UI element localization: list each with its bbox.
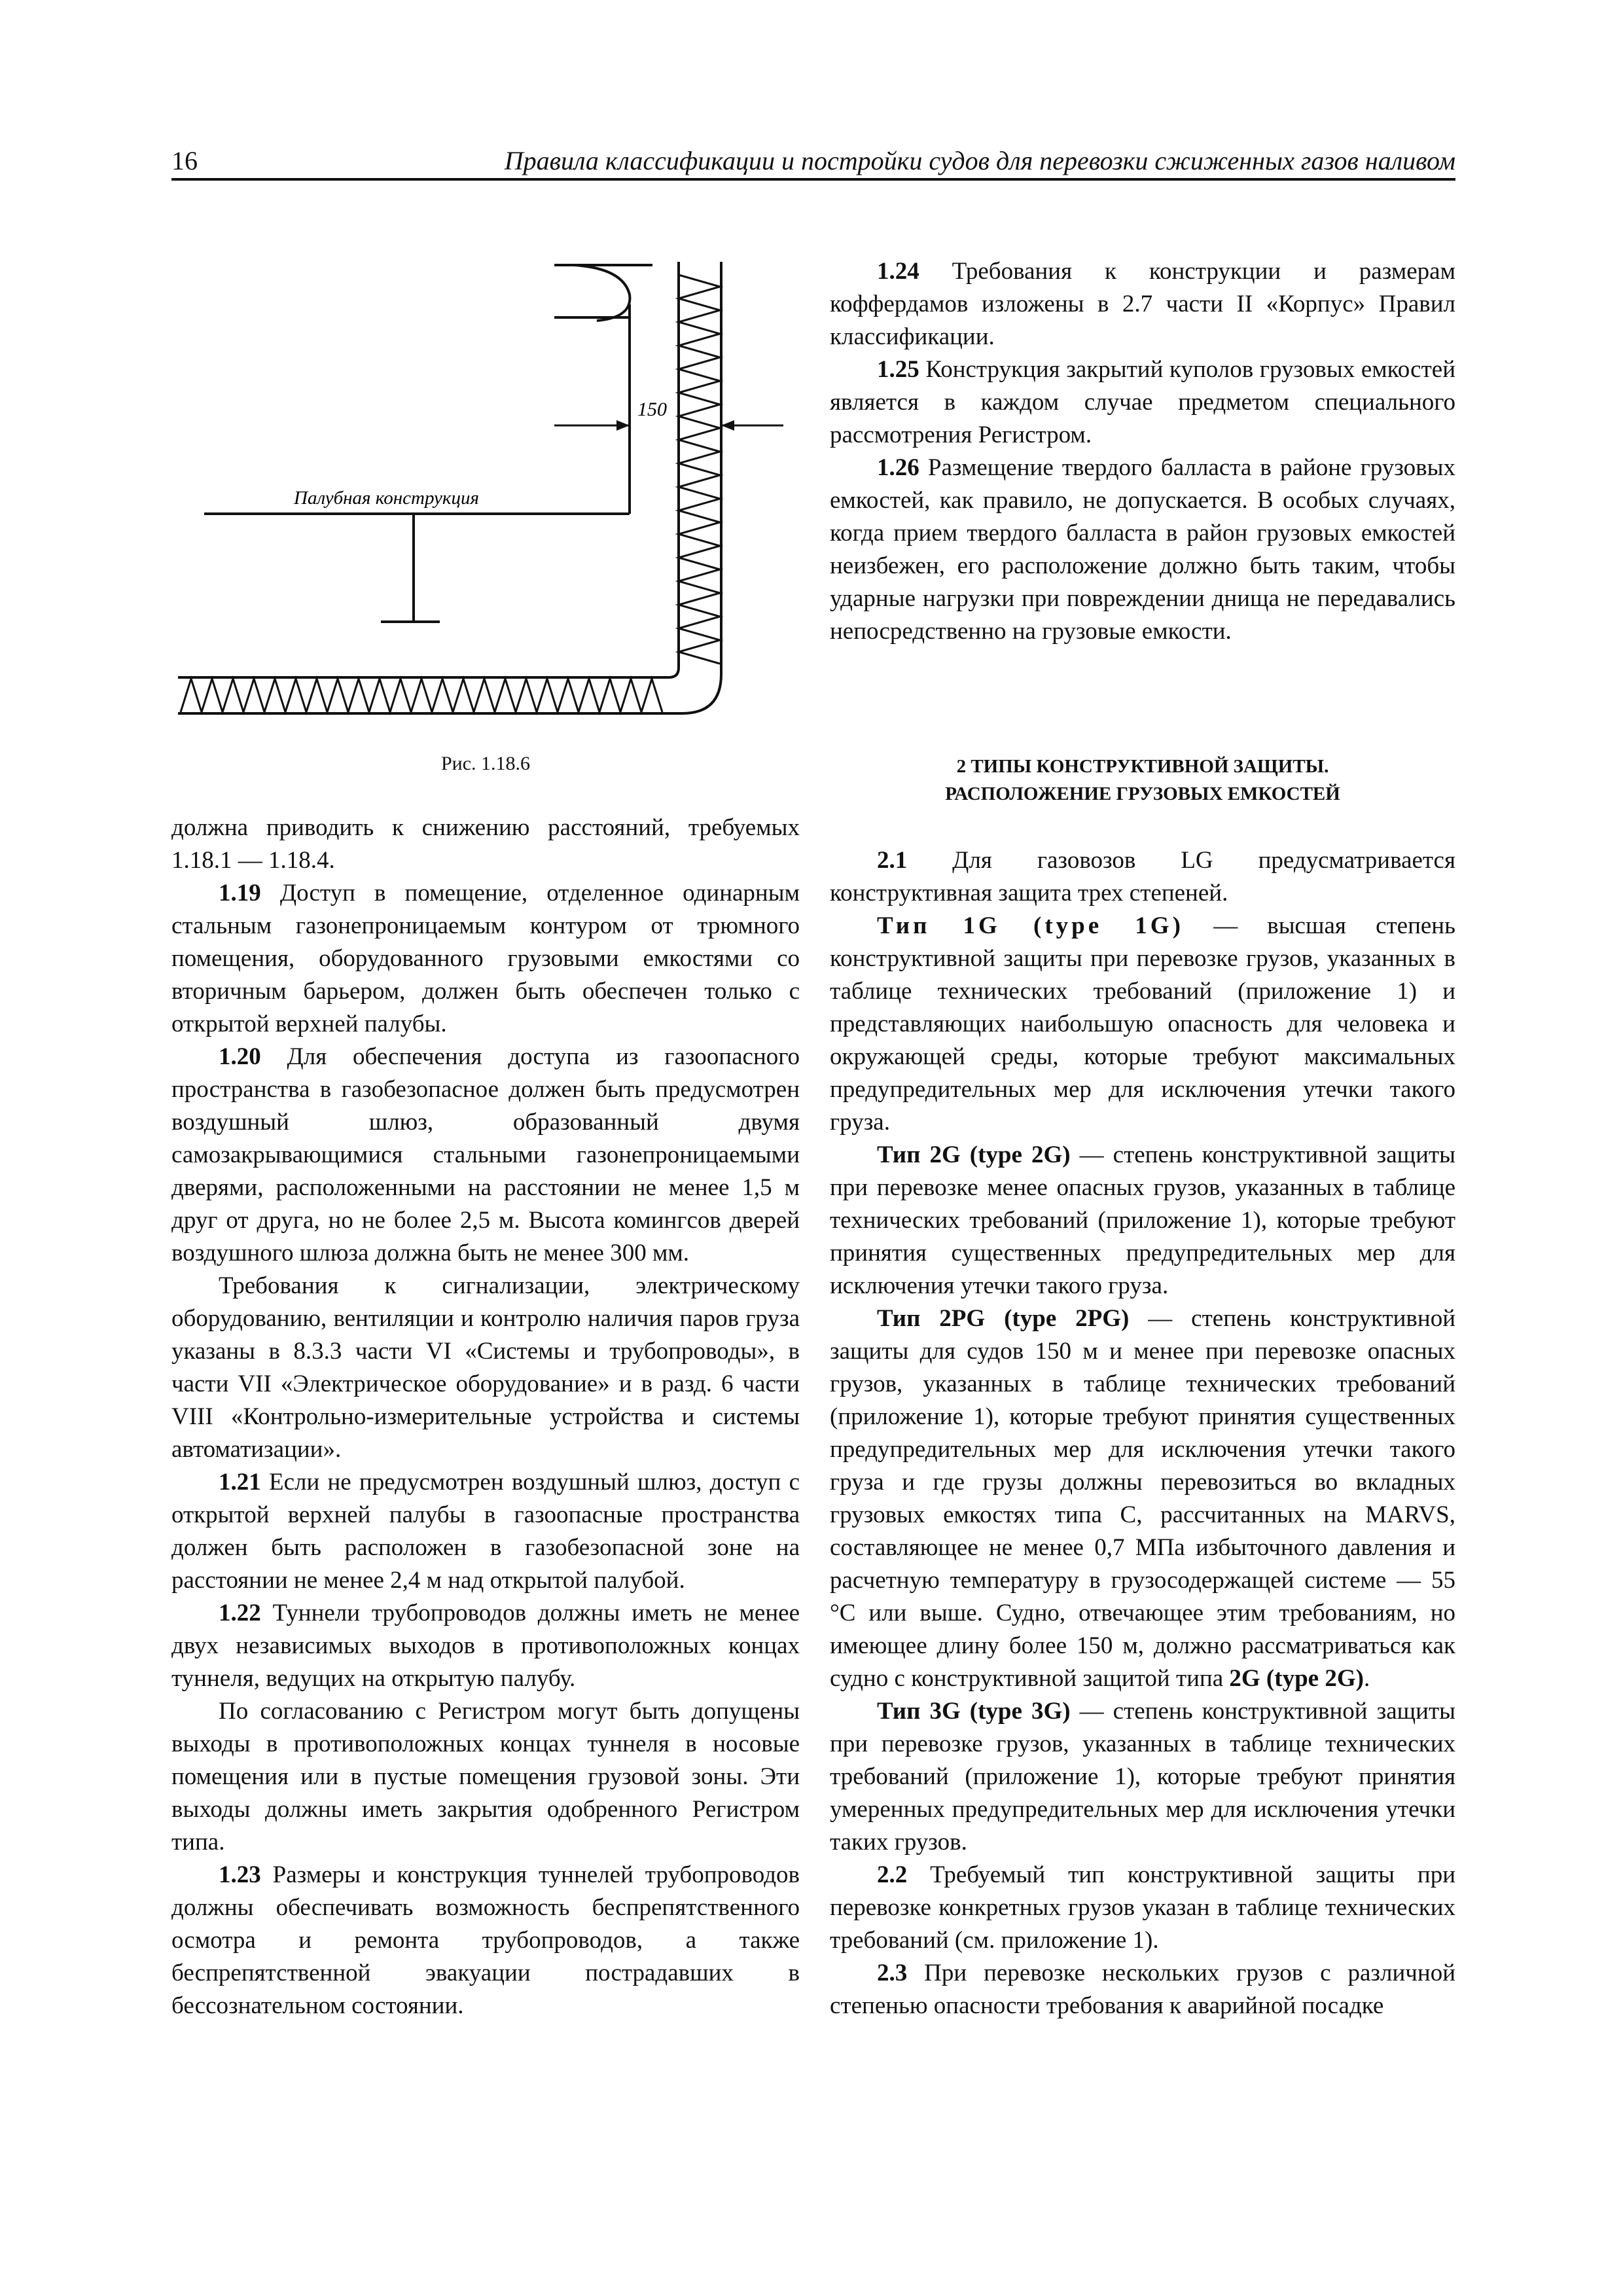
type-keyword: Тип 2PG (type 2PG) — [877, 1305, 1130, 1332]
paragraph-2-1 — [830, 844, 1455, 910]
paragraph-number: 2.3 — [877, 1960, 908, 1986]
paragraph-1-20 — [171, 1041, 800, 1270]
deck-label: Палубная конструкция — [294, 488, 479, 509]
paragraph-text: Конструкция закрытий куполов грузовых емкостей является в каждом случае предметом специального рассмотрения Регистром. — [830, 356, 1455, 448]
paragraph-type-1g — [830, 910, 1455, 1139]
paragraph-text: Размещение твердого балласта в районе грузовых емкостей, как правило, не допускается. В особых случаях, когда прием твердого балласта в район грузовых емкостей неизбежен, его расположение должно быть таким, чтобы ударные нагрузки при повреждении днища не передавались непосредственно на грузовые емкости. — [830, 454, 1455, 645]
paragraph-text: Для обеспечения доступа из газоопасного пространства в газобезопасное должен быть предусмотрен воздушный шлюз, образованный двумя самозакрывающимися стальными газонепроницаемыми дверями, расположенными на расстоянии не менее 1,5 м друг от друга, но не более 2,5 м. Высота комингсов дверей воздушного шлюза должна быть не менее 300 мм. — [171, 1043, 800, 1266]
paragraph-number: 2.2 — [877, 1861, 908, 1888]
section-heading-line-2: РАСПОЛОЖЕНИЕ ГРУЗОВЫХ ЕМКОСТЕЙ — [945, 783, 1340, 804]
type-keyword: Тип 1G (type 1G) — [877, 912, 1184, 939]
paragraph-end: . — [1363, 1665, 1370, 1692]
type-keyword-end: 2G (type 2G) — [1229, 1665, 1364, 1692]
paragraph-1-25 — [830, 353, 1455, 452]
paragraph-text: Для газовозов LG предусматривается конструктивная защита трех степеней. — [830, 847, 1455, 906]
paragraph-number: 1.19 — [219, 880, 261, 906]
paragraph-number: 1.21 — [219, 1469, 261, 1496]
paragraph-number: 1.26 — [877, 454, 919, 481]
right-column-top — [830, 255, 1455, 648]
paragraph-1-23 — [171, 1859, 800, 2022]
paragraph-1-26 — [830, 452, 1455, 648]
paragraph-continuation: должна приводить к снижению расстояний, требуемых 1.18.1 — 1.18.4. — [171, 814, 800, 874]
insulation-vertical — [679, 275, 720, 664]
running-header: Правила классификации и постройки судов для перевозки сжиженных газов наливом — [504, 146, 1455, 175]
paragraph-1-19 — [171, 877, 800, 1041]
section-heading — [830, 753, 1455, 808]
paragraph-1-22 — [171, 1597, 800, 1695]
paragraph-number: 1.25 — [877, 356, 919, 383]
paragraph-text: — степень конструктивной защиты для судов 150 м и менее при перевозке опасных грузов, указанных в таблице технических требований (приложение 1), которые требуют принятия существенных предупредительных мер для исключения утечки такого груза и где грузы должны перевозиться во вкладных грузовых емкостях типа С, рассчитанных на MARVS, составляющее не менее 0,7 МПа избыточного давления и расчетную температуру в грузосодержащей системе — 55 °С или выше. Судно, отвечающее этим требованиям, но имеющее длину более 150 м, должно рассматриваться как судно с конструктивной защитой типа — [830, 1305, 1455, 1692]
paragraph-text: Туннели трубопроводов должны иметь не менее двух независимых выходов в противоположных концах туннеля, ведущих на открытую палубу. — [171, 1600, 800, 1692]
paragraph-text: Доступ в помещение, отделенное одинарным стальным газонепроницаемым контуром от трюмного помещения, оборудованного грузовыми емкостями со вторичным барьером, должен быть обеспечен только с открытой верхней палубы. — [171, 880, 800, 1037]
seal-curve — [574, 265, 630, 321]
figure-1-18-6 — [171, 255, 800, 740]
right-column-bottom — [830, 844, 1455, 2022]
paragraph-1-21 — [171, 1466, 800, 1597]
type-keyword: Тип 2G (type 2G) — [877, 1141, 1071, 1168]
paragraph-type-2g — [830, 1139, 1455, 1302]
paragraph-alarm-requirements: Требования к сигнализации, электрическому оборудованию, вентиляции и контролю наличия паров груза указаны в 8.3.3 части VI «Системы и трубопроводы», в части VII «Электрическое оборудование» и в разд. 6 части VIII «Контрольно-измерительные устройства и системы автоматизации». — [171, 1272, 800, 1463]
paragraph-text: Требуемый тип конструктивной защиты при перевозке конкретных грузов указан в таблице технических требований (см. приложение 1). — [830, 1861, 1455, 1954]
paragraph-text: Требования к конструкции и размерам коффердамов изложены в 2.7 части II «Корпус» Правил классификации. — [830, 258, 1455, 350]
tank-inner-wall — [178, 262, 679, 677]
paragraph-number: 2.1 — [877, 847, 908, 874]
paragraph-type-2pg — [830, 1302, 1455, 1695]
paragraph-2-3 — [830, 1957, 1455, 2022]
figure-caption: Рис. 1.18.6 — [440, 753, 531, 774]
paragraph-exits: По согласованию с Регистром могут быть допущены выходы в противоположных концах туннеля в носовые помещения или в пустые помещения грузовой зоны. Эти выходы должны иметь закрытия одобренного Регистром типа. — [171, 1698, 800, 1856]
paragraph-text: Размеры и конструкция туннелей трубопроводов должны обеспечивать возможность беспрепятственного осмотра и ремонта трубопроводов, а также беспрепятственной эвакуации пострадавших в бессознательном состоянии. — [171, 1861, 800, 2019]
type-keyword: Тип 3G (type 3G) — [877, 1698, 1071, 1725]
paragraph-text: — степень конструктивной защиты при перевозке грузов, указанных в таблице технических требований (приложение 1), которые требуют принятия умеренных предупредительных мер для исключения утечки таких грузов. — [830, 1698, 1455, 1856]
paragraph-text: — высшая степень конструктивной защиты при перевозке грузов, указанных в таблице технических требований (приложение 1) и представляющих наибольшую опасность для человека и окружающей среды, которые требуют максимальных предупредительных мер для исключения утечки такого груза. — [830, 912, 1455, 1136]
left-column — [171, 812, 800, 2022]
paragraph-text: При перевозке нескольких грузов с различной степенью опасности требования к аварийной посадке — [830, 1960, 1455, 2019]
section-heading-line-1: 2 ТИПЫ КОНСТРУКТИВНОЙ ЗАЩИТЫ. — [956, 756, 1329, 777]
dim-arrow-left — [616, 420, 630, 431]
paragraph-number: 1.22 — [219, 1600, 261, 1626]
paragraph-number: 1.20 — [219, 1043, 261, 1070]
paragraph-text: Если не предусмотрен воздушный шлюз, доступ с открытой верхней палубы в газоопасные пространства должен быть расположен в газобезопасной зоне на расстоянии не менее 2,4 м над открытой палубой. — [171, 1469, 800, 1594]
insulation-horizontal — [181, 679, 662, 712]
paragraph-2-2 — [830, 1859, 1455, 1957]
page-number: 16 — [171, 146, 198, 175]
header-rule — [171, 178, 1455, 181]
paragraph-1-24 — [830, 255, 1455, 353]
dimension-label: 150 — [637, 399, 667, 420]
paragraph-text: — степень конструктивной защиты при перевозке менее опасных грузов, указанных в таблице технических требований (приложение 1), которые требуют принятия существенных предупредительных мер для исключения утечки такого груза. — [830, 1141, 1455, 1299]
paragraph-number: 1.23 — [219, 1861, 261, 1888]
paragraph-type-3g — [830, 1695, 1455, 1859]
dim-arrow-right — [721, 420, 734, 431]
paragraph-number: 1.24 — [877, 258, 919, 285]
